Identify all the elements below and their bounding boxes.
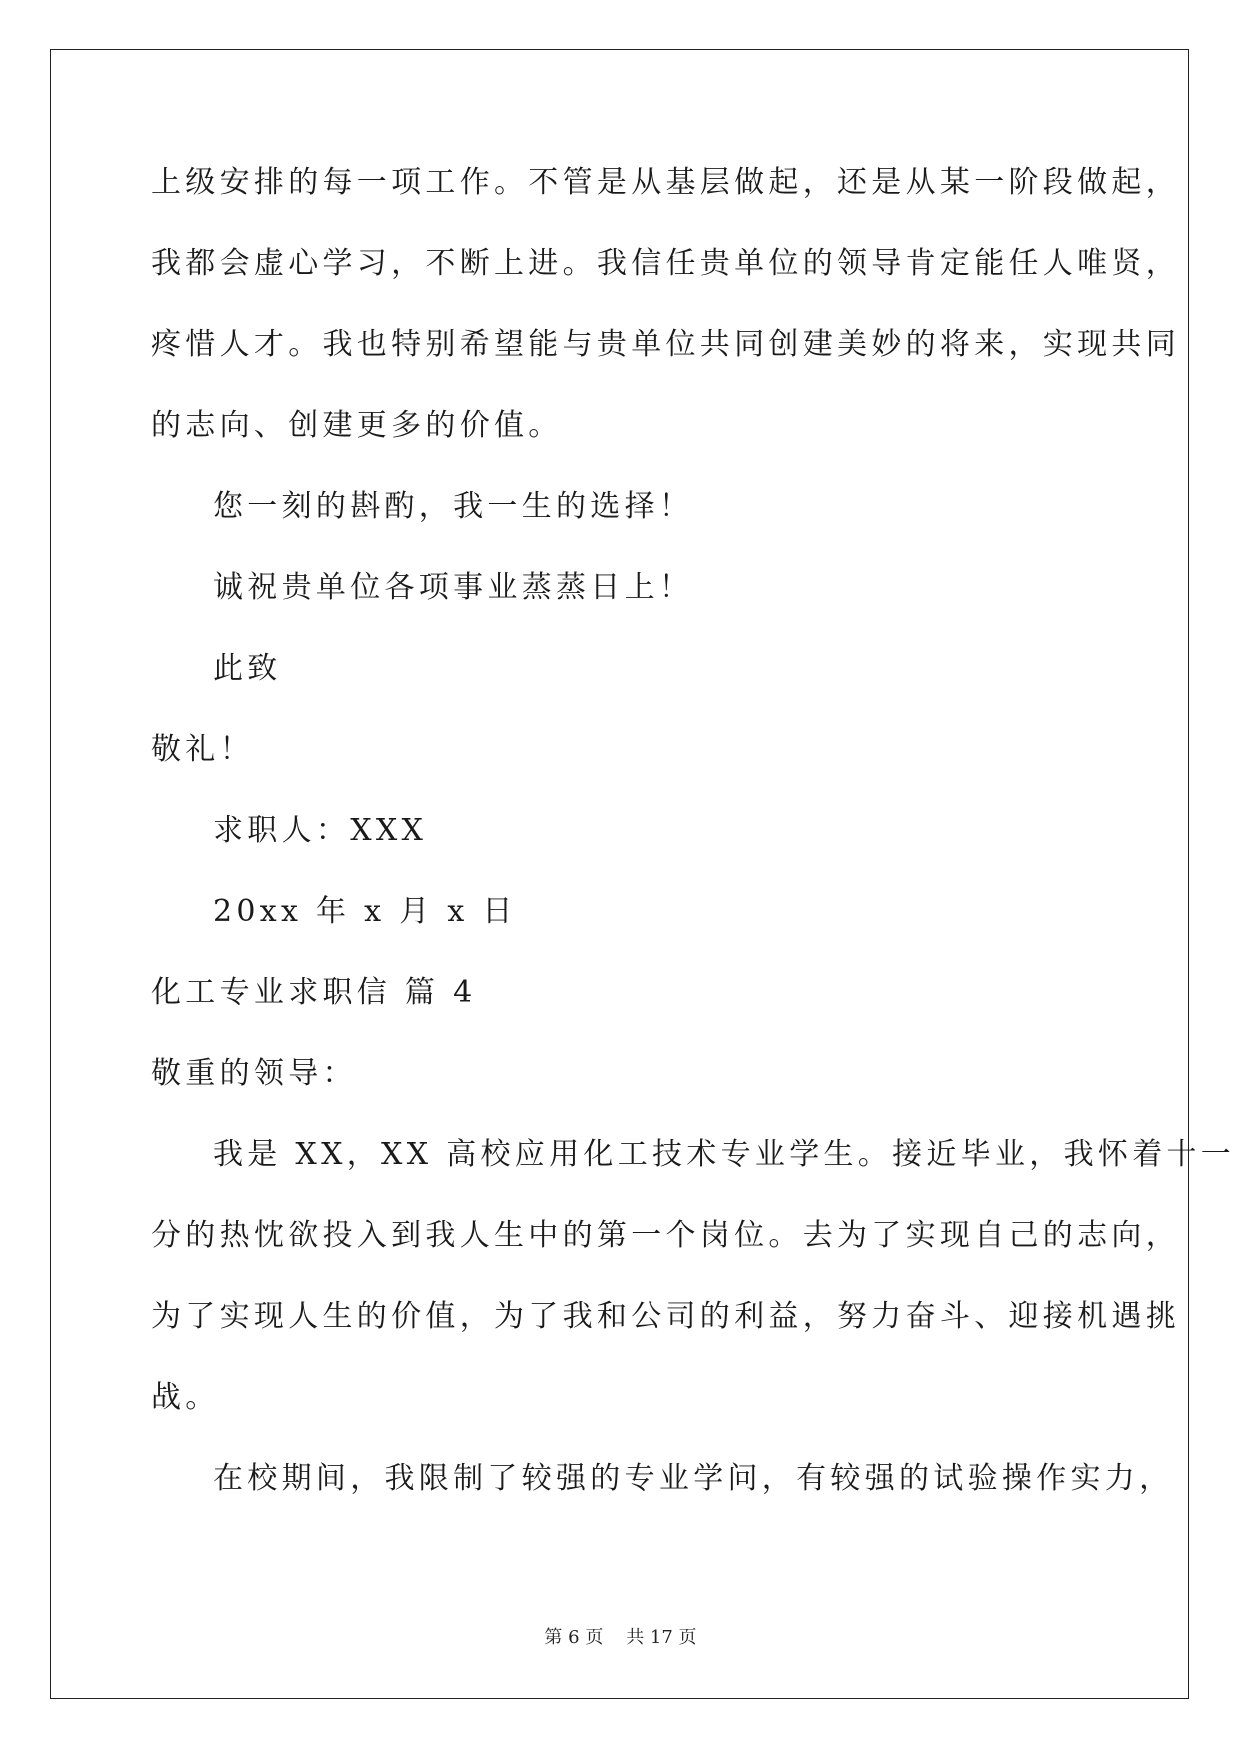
paragraph-line: 上级安排的每一项工作。不管是从基层做起，还是从某一阶段做起， [151, 165, 1180, 200]
paragraph-line: 疼惜人才。我也特别希望能与贵单位共同创建美妙的将来，实现共同 [151, 327, 1180, 362]
paragraph-line: 我是 XX，XX 高校应用化工技术专业学生。接近毕业，我怀着十一 [213, 1137, 1236, 1172]
paragraph-line: 我都会虚心学习，不断上进。我信任贵单位的领导肯定能任人唯贤， [151, 246, 1180, 281]
closing-line: 此致 [213, 651, 282, 686]
greeting-line: 敬重的领导： [151, 1056, 357, 1091]
paragraph-line: 分的热忱欲投入到我人生中的第一个岗位。去为了实现自己的志向， [151, 1218, 1180, 1253]
salutation-line: 敬礼！ [151, 732, 254, 767]
paragraph-line: 您一刻的斟酌，我一生的选择！ [213, 489, 694, 524]
paragraph-line: 为了实现人生的价值，为了我和公司的利益，努力奋斗、迎接机遇挑 [151, 1299, 1180, 1334]
page-frame [50, 49, 1189, 1699]
paragraph-line: 战。 [151, 1380, 220, 1415]
paragraph-line: 诚祝贵单位各项事业蒸蒸日上！ [213, 570, 694, 605]
paragraph-line: 在校期间，我限制了较强的专业学问，有较强的试验操作实力， [213, 1461, 1174, 1496]
page-number-footer: 第 6 页 共 17 页 [544, 1627, 697, 1648]
applicant-line: 求职人：XXX [213, 813, 428, 848]
section-title: 化工专业求职信 篇 4 [151, 975, 477, 1010]
paragraph-line: 的志向、创建更多的价值。 [151, 408, 563, 443]
date-line: 20xx 年 x 月 x 日 [213, 894, 517, 929]
